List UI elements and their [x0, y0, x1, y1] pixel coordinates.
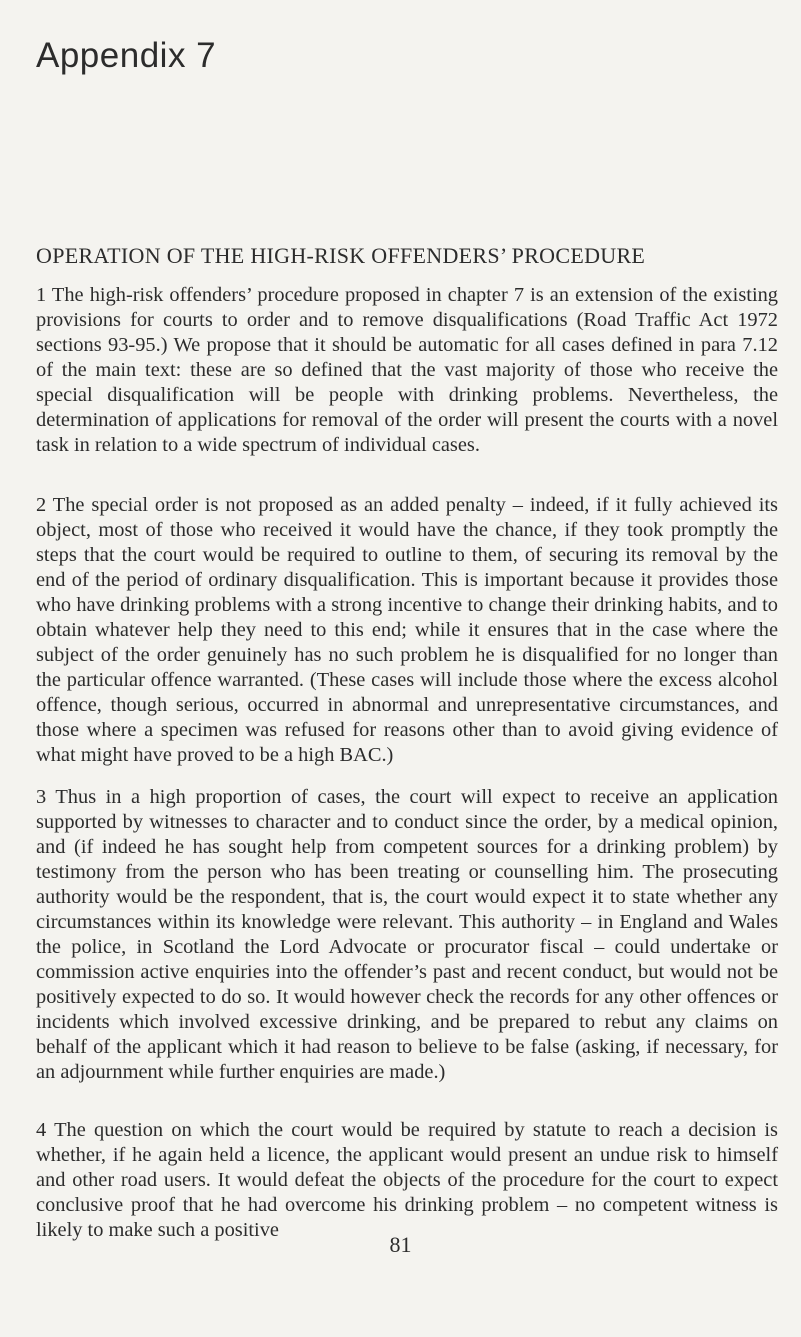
page-number: 81	[389, 1232, 412, 1257]
paragraph-4: 4 The question on which the court would be required by statute to reach a decision is whether, if he again held a licence, the applicant would present an undue risk to himself and other road users. It would defeat the objects of the procedure for the court to expect conclusive proof that he had overcome his drinking problem – no competent witness is likely to make such a positive	[36, 1119, 778, 1241]
paragraph-3: 3 Thus in a high proportion of cases, the court will expect to receive an application supported by witnesses to character and to conduct since the order, by a medical opinion, and (if indeed he has sought help from competent sources for a drinking problem) by testimony from the person who has been treating or counselling him. The prosecuting authority would be the respondent, that is, the court would expect it to state whether any circumstances within its knowledge were relevant. This authority – in England and Wales the police, in Scotland the Lord Advocate or procurator fiscal – could undertake or commission active enquiries into the offender’s past and recent conduct, but would not be positively expected to do so. It would however check the records for any other offences or incidents which involved excessive drinking, and be prepared to rebut any claims on behalf of the applicant which it had reason to believe to be false (asking, if necessary, for an adjournment while further enquiries are made.)	[36, 786, 778, 1083]
paragraph-2: 2 The special order is not proposed as an added penalty – indeed, if it fully achieved its object, most of those who received it would have the chance, if they took promptly the steps that the court would be required to outline to them, of securing its removal by the end of the period of ordinary disqualification. This is important because it provides those who have drinking problems with a strong incentive to change their drinking habits, and to obtain whatever help they need to this end; while it ensures that in the case where the subject of the order genuinely has no such problem he is disqualified for no longer than the particular offence warranted. (These cases will include those where the excess alcohol offence, though serious, occurred in abnormal and unrepresentative circumstances, and those where a specimen was refused for reasons other than to avoid giving evidence of what might have proved to be a high BAC.)	[36, 494, 778, 766]
section-heading: OPERATION OF THE HIGH-RISK OFFENDERS’ PROCEDURE	[36, 243, 646, 268]
appendix-title: Appendix 7	[36, 36, 217, 75]
paragraph-1: 1 The high-risk offenders’ procedure proposed in chapter 7 is an extension of the existing provisions for courts to order and to remove disqualifications (Road Traffic Act 1972 sections 93-95.) We propose that it should be automatic for all cases defined in para 7.12 of the main text: these are so defined that the vast majority of those who receive the special disqualification will be people with drinking problems. Nevertheless, the determination of applications for removal of the order will present the courts with a novel task in relation to a wide spectrum of individual cases.	[36, 284, 778, 456]
